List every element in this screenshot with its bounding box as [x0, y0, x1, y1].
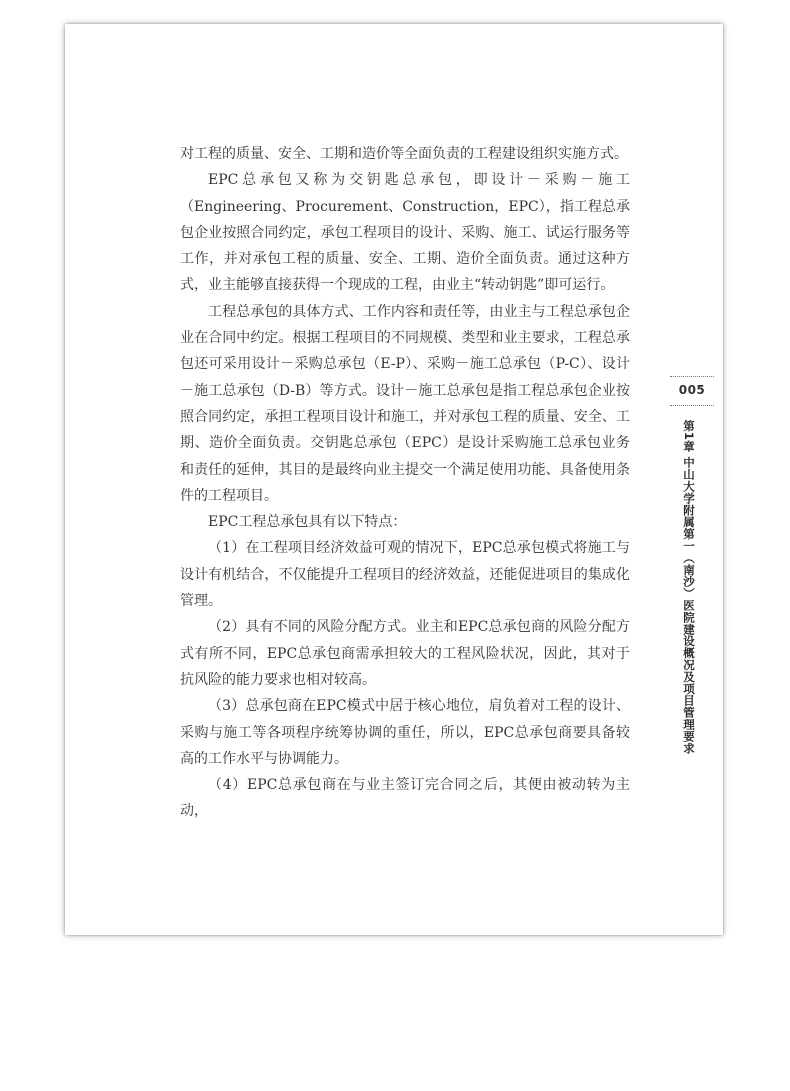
paragraph-contract-modes: 工程总承包的具体方式、工作内容和责任等，由业主与工程总承包企业在合同中约定。根据工程项目的不同规模、类型和业主要求，工程总承包还可采用设计－采购总承包（E-P）、采购－施工总承包（P-C）、设计－施工总承包（D-B）等方式。设计－施工总承包是指工程总承包企业按照合同约定，承担工程项目设计和施工，并对承包工程的质量、安全、工期、造价全面负责。交钥匙总承包（EPC）是设计采购施工总承包业务和责任的延伸，其目的是最终向业主提交一个满足使用功能、具备使用条件的工程项目。	[180, 303, 630, 504]
paragraph-feature-2: （2）具有不同的风险分配方式。业主和EPC总承包商的风险分配方式有所不同，EPC总承包商需承担较大的工程风险状况，因此，其对于抗风险的能力要求也相对较高。	[180, 619, 630, 688]
paragraph-features-intro: EPC工程总承包具有以下特点：	[208, 514, 407, 531]
paragraph-epc-definition: EPC总承包又称为交钥匙总承包，即设计－采购－施工（Engineering、Procurement、Construction，EPC），指工程总承包企业按照合同约定，承包工程项目的设计、采购、施工、试运行服务等工作，并对承包工程的质量、安全、工期、造价全面负责。通过这种方式，业主能够直接获得一个现成的工程，由业主“转动钥匙”即可运行。	[180, 172, 630, 294]
paragraph-feature-1: （1）在工程项目经济效益可观的情况下，EPC总承包模式将施工与设计有机结合，不仅能提升工程项目的经济效益，还能促进项目的集成化管理。	[180, 540, 630, 610]
paragraph-feature-3: （3）总承包商在EPC模式中居于核心地位，肩负着对工程的设计、采购与施工等各项程序统筹协调的重任，所以，EPC总承包商要具备较高的工作水平与协调能力。	[180, 698, 630, 767]
book-page	[65, 24, 723, 935]
page-number: 005	[678, 383, 706, 397]
paragraph-feature-4: （4）EPC总承包商在与业主签订完合同之后，其便由被动转为主动，	[180, 777, 630, 820]
divider	[670, 405, 714, 406]
page-sidebar	[670, 376, 714, 754]
chapter-title: 第1章 中山大学附属第一（南沙）医院建设概况及项目管理要求	[682, 420, 696, 755]
paragraph-continuation: 对工程的质量、安全、工期和造价等全面负责的工程建设组织实施方式。	[180, 146, 628, 162]
body-text	[180, 141, 630, 825]
